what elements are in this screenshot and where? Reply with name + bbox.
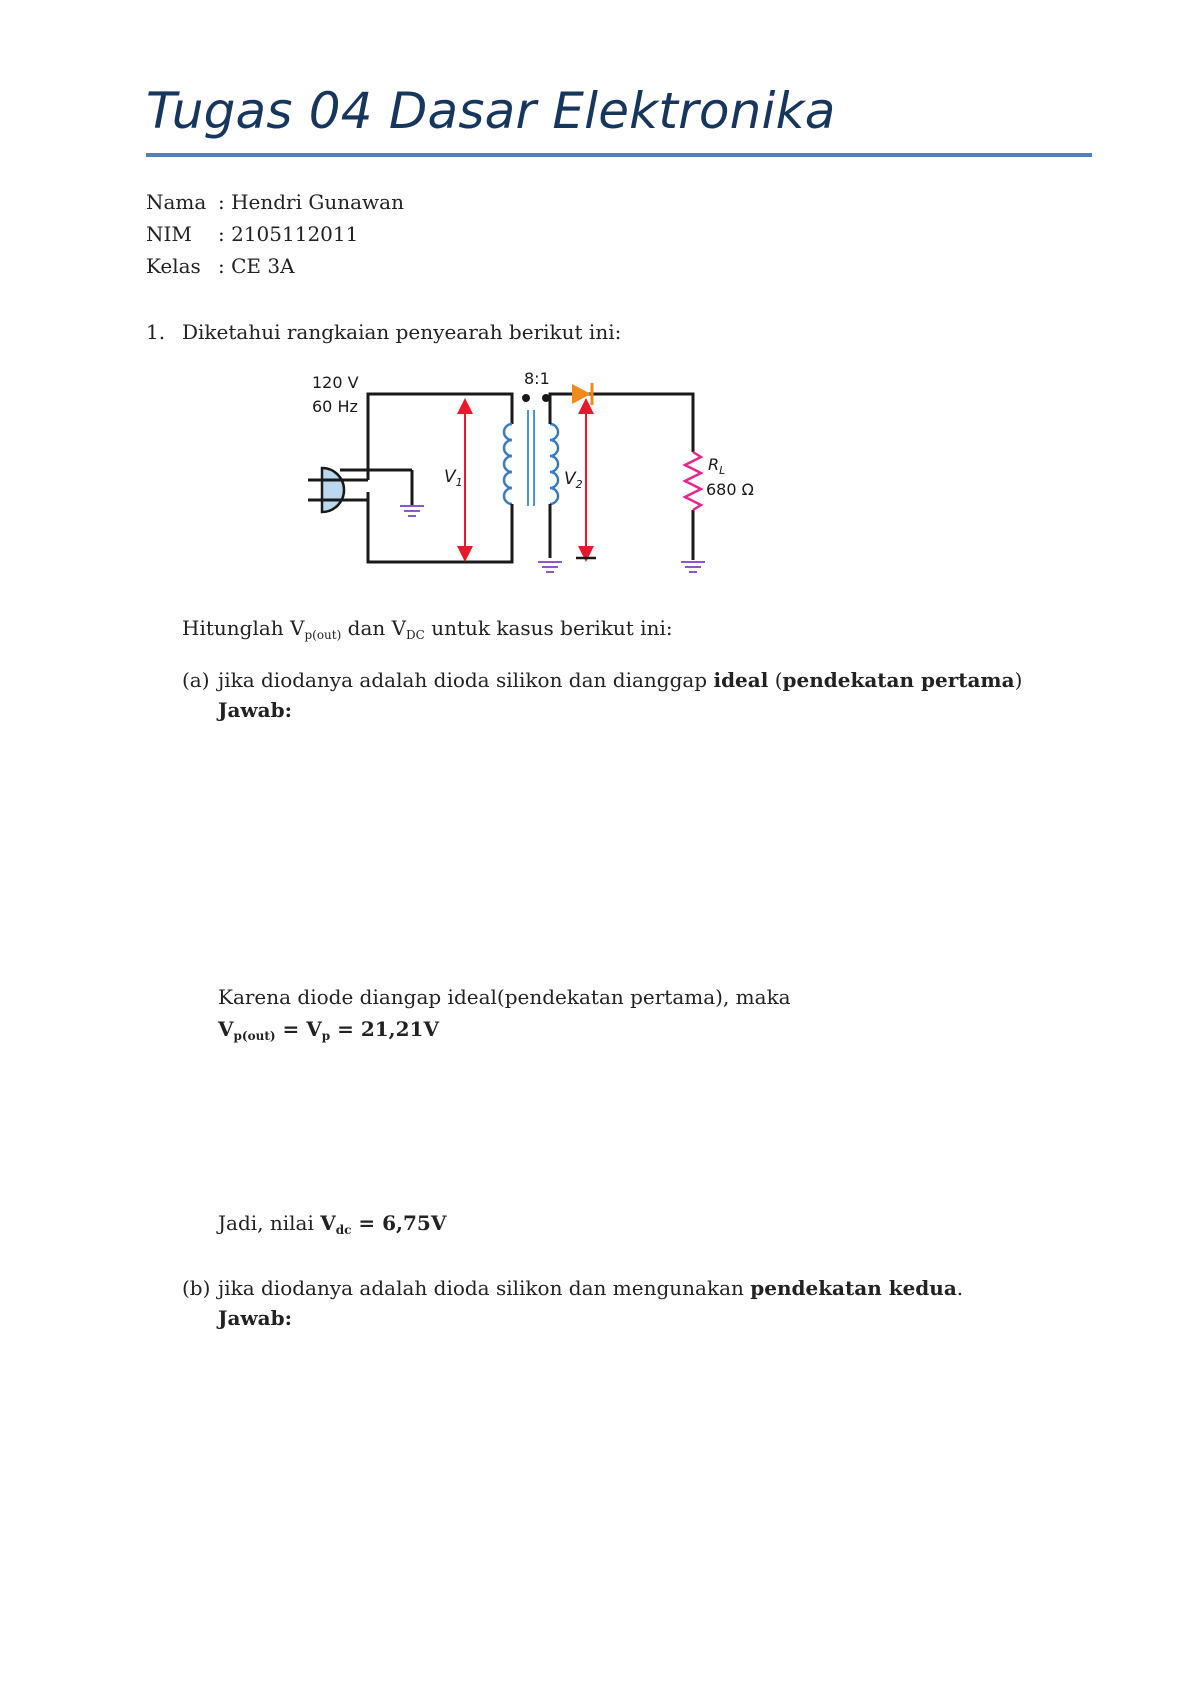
turns-ratio-label: 8:1 (524, 369, 550, 388)
source-voltage-label: 120 V (312, 373, 359, 392)
instruction-text: Hitunglah $V_{p(out)}$ dan $V_{DC}$ untuk kasus berikut ini: (182, 616, 673, 642)
primary-wires (368, 394, 512, 562)
part-b-jawab: Jawab: (218, 1306, 292, 1330)
primary-dot (522, 394, 530, 402)
nama-label: Nama (146, 190, 207, 214)
ground-symbol-secondary (538, 562, 562, 572)
diode-symbol (572, 383, 592, 405)
nama-row (146, 190, 404, 214)
rectifier-circuit-diagram (300, 362, 800, 578)
question-text: Diketahui rangkaian penyearah berikut ini: (182, 320, 622, 344)
part-a-jawab: Jawab: (218, 698, 292, 722)
title-underline (146, 153, 1092, 157)
part-b-question: jika diodanya adalah dioda silikon dan mengunakan pendekatan kedua. (218, 1276, 964, 1300)
nim-row (146, 222, 358, 246)
primary-coil (504, 408, 512, 518)
part-b-label: (b) (182, 1276, 211, 1300)
nama-value: : Hendri Gunawan (218, 190, 404, 214)
source-frequency-label: 60 Hz (312, 397, 358, 416)
nim-label: NIM (146, 222, 192, 246)
kelas-row (146, 254, 295, 278)
ground-symbol-load (681, 562, 705, 572)
part-a-label: (a) (182, 668, 210, 692)
document-title: Tugas 04 Dasar Elektronika (146, 82, 836, 140)
v2-label: $V_2$ (564, 469, 583, 491)
transformer-core (528, 410, 534, 506)
nim-value: : 2105112011 (218, 222, 359, 246)
part-a-result: Jadi, nilai $V_{dc} = 6,75V$ (218, 1211, 447, 1237)
kelas-value: : CE 3A (218, 254, 295, 278)
part-a-equation: $V_{p(out)} = V_p = 21,21V$ (218, 1017, 439, 1043)
question-number: 1. (146, 320, 166, 344)
rl-value-label: 680 Ω (706, 480, 754, 499)
ground-symbol-plug (400, 506, 424, 516)
part-a-question: jika diodanya adalah dioda silikon dan dianggap ideal (pendekatan pertama) (218, 668, 1023, 692)
kelas-label: Kelas (146, 254, 201, 278)
rl-label: $R_L$ (708, 455, 726, 477)
plug-icon (308, 422, 412, 512)
v1-label: $V_1$ (444, 467, 463, 489)
part-a-explanation: Karena diode diangap ideal(pendekatan pertama), maka (218, 985, 791, 1009)
secondary-coil (550, 408, 558, 558)
